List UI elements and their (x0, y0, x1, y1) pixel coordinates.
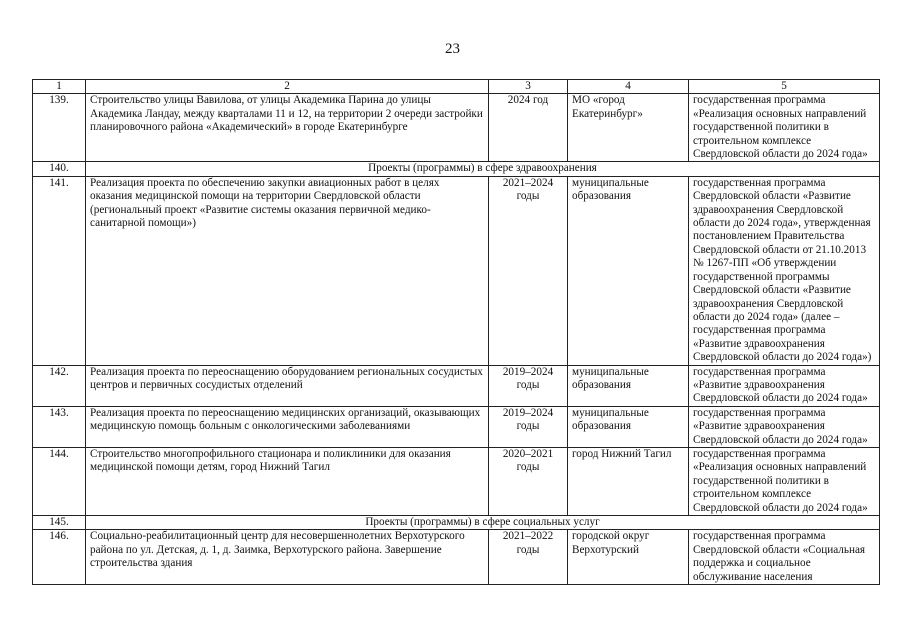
table-row (33, 365, 880, 406)
project-term: 2020–2021 годы (489, 447, 568, 515)
table-row (33, 447, 880, 515)
project-program: государственная программа «Реализация основных направлений государственной политики в строительном комплексе Свердловской области до 2024 года» (689, 447, 880, 515)
project-program: государственная программа «Развитие здравоохранения Свердловской области до 2024 года» (689, 406, 880, 447)
project-name: Социально-реабилитационный центр для несовершеннолетних Верхотурского района по ул. Детская, д. 1, д. Заимка, Верхотурского района. Завершение строительства здания (86, 530, 489, 585)
header-row (33, 80, 880, 94)
project-name: Реализация проекта по обеспечению закупки авиационных работ в целях оказания медицинской помощи на территории Свердловской области (региональный проект «Развитие системы оказания первичной медико-санитарной помощи») (86, 176, 489, 365)
header-cell-4: 4 (568, 80, 689, 94)
project-name: Строительство улицы Вавилова, от улицы Академика Парина до улицы Академика Ландау, между кварталами 11 и 12, на территории 2 очереди застройки планировочного района «Академический» в городе Екатеринбурге (86, 94, 489, 162)
project-program: государственная программа «Развитие здравоохранения Свердловской области до 2024 года» (689, 365, 880, 406)
project-name: Строительство многопрофильного стационара и поликлиники для оказания медицинской помощи детям, город Нижний Тагил (86, 447, 489, 515)
section-title: Проекты (программы) в сфере социальных услуг (86, 516, 880, 530)
project-term: 2021–2022 годы (489, 530, 568, 585)
project-term: 2019–2024 годы (489, 365, 568, 406)
section-row (33, 162, 880, 176)
project-executor: муниципальные образования (568, 406, 689, 447)
table-row (33, 94, 880, 162)
row-number: 140. (33, 162, 86, 176)
project-executor: муниципальные образования (568, 365, 689, 406)
table-row (33, 406, 880, 447)
header-cell-5: 5 (689, 80, 880, 94)
project-executor: городской округ Верхотурский (568, 530, 689, 585)
row-number: 144. (33, 447, 86, 515)
document-table (32, 79, 880, 585)
project-program: государственная программа Свердловской области «Социальная поддержка и социальное обслуживание населения (689, 530, 880, 585)
page-number: 23 (445, 41, 460, 57)
project-program: государственная программа «Реализация основных направлений государственной политики в строительном комплексе Свердловской области до 2024 года» (689, 94, 880, 162)
row-number: 141. (33, 176, 86, 365)
project-executor: МО «город Екатеринбург» (568, 94, 689, 162)
project-executor: муниципальные образования (568, 176, 689, 365)
section-row (33, 516, 880, 530)
project-name: Реализация проекта по переоснащению оборудованием региональных сосудистых центров и первичных сосудистых отделений (86, 365, 489, 406)
table-row (33, 176, 880, 365)
table-row (33, 530, 880, 585)
project-program: государственная программа Свердловской области «Развитие здравоохранения Свердловской области до 2024 года», утвержденная постановлением Правительства Свердловской области от 21.10.2013 № 1267-ПП «Об утверждении государственной программы Свердловской области «Развитие здравоохранения Свердловской области до 2024 года» (далее – государственная программа «Развитие здравоохранения Свердловской области до 2024 года») (689, 176, 880, 365)
header-cell-3: 3 (489, 80, 568, 94)
row-number: 139. (33, 94, 86, 162)
project-term: 2021–2024 годы (489, 176, 568, 365)
header-cell-1: 1 (33, 80, 86, 94)
header-cell-2: 2 (86, 80, 489, 94)
row-number: 146. (33, 530, 86, 585)
project-executor: город Нижний Тагил (568, 447, 689, 515)
row-number: 143. (33, 406, 86, 447)
row-number: 145. (33, 516, 86, 530)
project-name: Реализация проекта по переоснащению медицинских организаций, оказывающих медицинскую помощь больным с онкологическими заболеваниями (86, 406, 489, 447)
project-term: 2024 год (489, 94, 568, 162)
row-number: 142. (33, 365, 86, 406)
section-title: Проекты (программы) в сфере здравоохранения (86, 162, 880, 176)
project-term: 2019–2024 годы (489, 406, 568, 447)
